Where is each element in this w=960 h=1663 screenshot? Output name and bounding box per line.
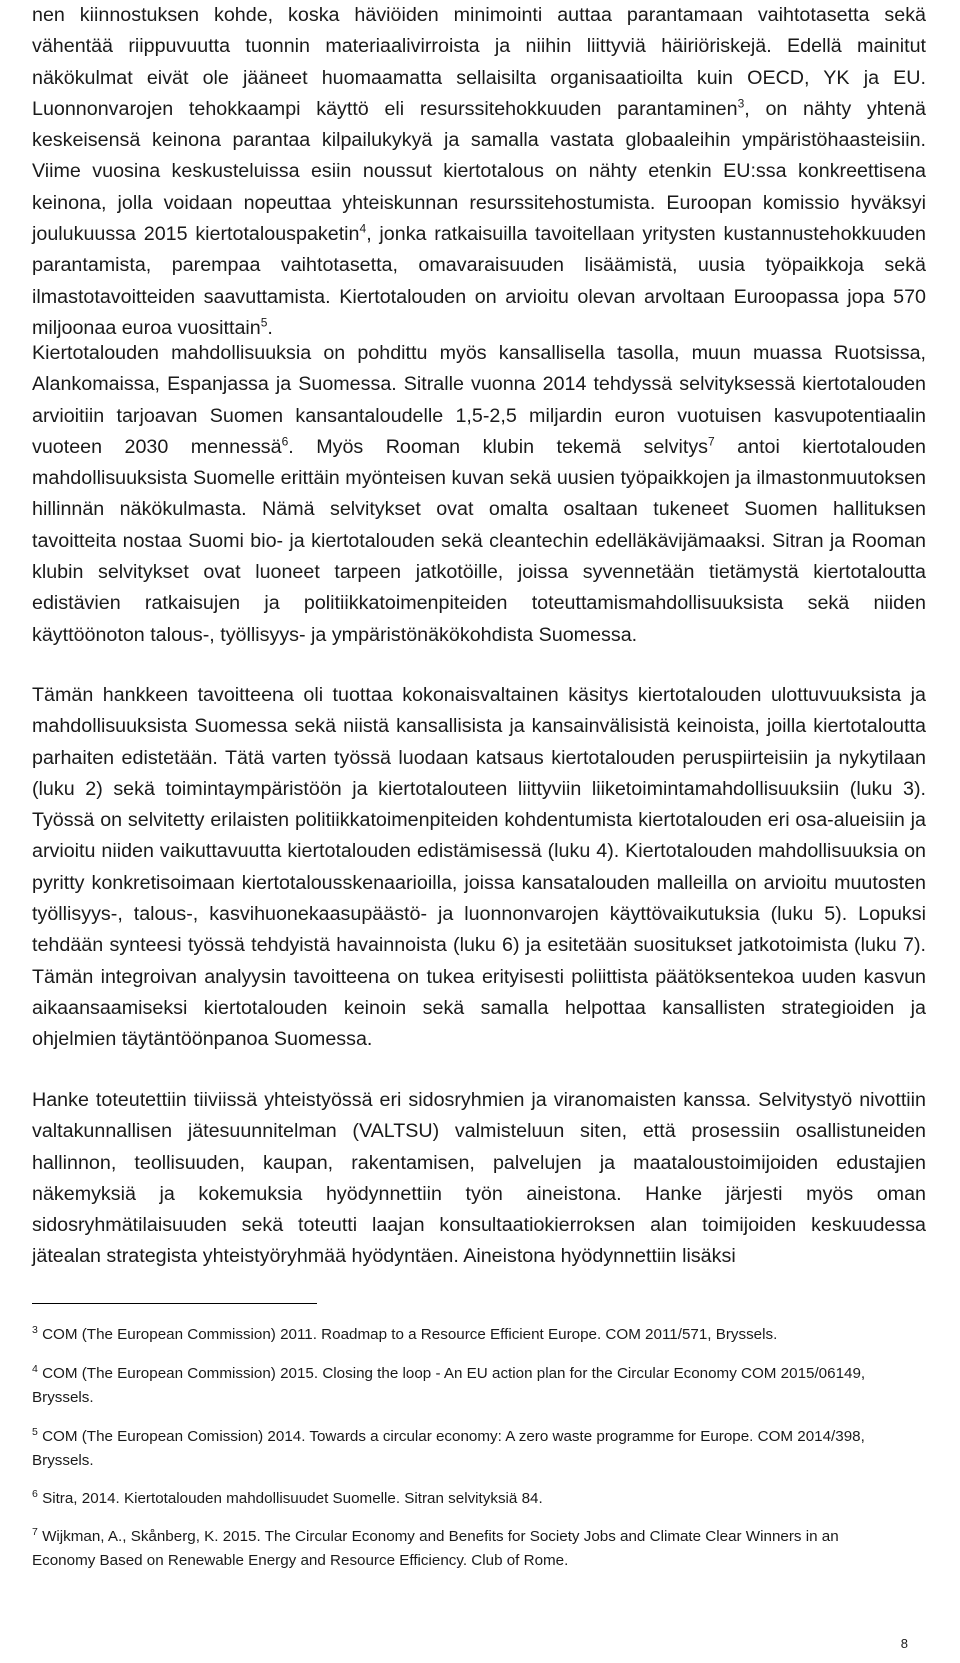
footnote-6 (32, 1487, 902, 1511)
paragraph-1 (32, 0, 926, 344)
paragraph-text: , jonka ratkaisuilla tavoitellaan yritysten kustannustehokkuuden parantamista, parempaa vaihtotasetta, omavaraisuuden lisäämistä, uusia työpaikkoja sekä ilmastotavoitteiden saavuttamista. Kiertotalouden on arvioitu olevan arvoltaan Euroopassa jopa 570 miljoonaa euroa vuosittain (32, 223, 927, 339)
page-number: 8 (900, 1636, 908, 1651)
footnote-number: 5 (32, 1425, 38, 1438)
footnote-text: Sitra, 2014. Kiertotalouden mahdollisuudet Suomelle. Sitran selvityksiä 84. (42, 1490, 543, 1507)
footnote-number: 7 (32, 1525, 38, 1538)
footnote-5 (32, 1425, 902, 1473)
footnote-3 (32, 1323, 902, 1347)
footnote-number: 6 (32, 1487, 38, 1500)
footnote-ref-5[interactable]: 5 (260, 315, 268, 330)
footnote-text: COM (The European Commission) 2011. Roadmap to a Resource Efficient Europe. COM 2011/571, Bryssels. (42, 1326, 778, 1343)
footnote-number: 3 (32, 1323, 38, 1336)
footnote-ref-4[interactable]: 4 (359, 221, 367, 236)
paragraph-text: Hanke toteutettiin tiiviissä yhteistyössä eri sidosryhmien ja viranomaisten kanssa. Selvitystyö nivottiin valtakunnallisen jätesuunnitelman (VALTSU) valmisteluun siten, että prosessiin osallistuneiden hallinnon, teollisuuden, kaupan, rakentamisen, palvelujen ja maataloustoimijoiden edustajien näkemyksiä ja kokemuksia hyödynnettiin työn aineistona. Hanke järjesti myös oman sidosryhmätilaisuuden sekä toteutti laajan konsultaatiokierroksen alan toimijoiden keskuudessa jätealan strategista yhteistyöryhmää hyödyntäen. Aineistona hyödynnettiin lisäksi (32, 1089, 926, 1268)
paragraph-4 (32, 1085, 926, 1273)
footnote-7 (32, 1525, 902, 1573)
paragraph-text: antoi kiertotalouden mahdollisuuksista Suomelle erittäin myönteisen kuvan sekä uusien työpaikkojen ja ilmastonmuutoksen hillinnän näkökulmasta. Nämä selvitykset ovat omalta osaltaan tukeneet Suomen hallituksen tavoitteita nostaa Suomi bio- ja kiertotalouden sekä cleantechin edelläkävijämaaksi. Sitran ja Rooman klubin selvitykset ovat luoneet tarpeen jatkotöille, joissa syvennetään tietämystä kiertotaloutta edistävien ratkaisujen ja politiikkatoimenpiteiden toteuttamismahdollisuuksista sekä niiden käyttöönoton talous-, työllisyys- ja ympäristönäkökohdista Suomessa. (32, 435, 926, 646)
footnote-ref-3[interactable]: 3 (737, 96, 745, 111)
paragraph-text: . Myös Rooman klubin tekemä selvitys (288, 435, 709, 458)
footnote-ref-7[interactable]: 7 (708, 434, 715, 449)
paragraph-text: Kiertotalouden mahdollisuuksia on pohdittu myös kansallisella tasolla, muun muassa Ruotsissa, Alankomaissa, Espanjassa ja Suomessa. Sitralle vuonna 2014 tehdyssä selvityksessä kiertotalouden arvioitiin tarjoavan Suomen kansantaloudelle 1,5-2,5 miljardin euron vuotuisen kasvupotentiaalin vuoteen 2030 mennessä (32, 342, 926, 458)
paragraph-2 (32, 338, 926, 651)
paragraph-text: Tämän hankkeen tavoitteena oli tuottaa kokonaisvaltainen käsitys kiertotalouden ulottuvuuksista ja mahdollisuuksista Suomessa sekä niistä kansallisista ja kansainvälisistä keinoista, joilla kiertotaloutta parhaiten edistetään. Tätä varten työssä luodaan katsaus kiertotalouden peruspiirteisiin ja nykytilaan (luku 2) sekä toimintaympäristöön ja kiertotalouteen liittyviin liiketoimintamahdollisuuksiin (luku 3). Työssä on selvitetty erilaisten politiikkatoimenpiteiden kohdentumista kiertotalouden eri osa-alueisiin ja arvioitu niiden vaikuttavuutta kiertotalouden edistämisessä (luku 4). Kiertotalouden mahdollisuuksia on pyritty konkretisoimaan kiertotalousskenaarioilla, joissa kansatalouden malleilla on arvioitu muutosten työllisyys-, talous-, kasvihuonekaasupäästö- ja luonnonvarojen käyttövaikutuksia (luku 5). Lopuksi tehdään synteesi työssä tehdyistä havainnoista (luku 6) ja esitetään suositukset jatkotoimista (luku 7). Tämän integroivan analyysin tavoitteena on tukea erityisesti poliittista päätöksentekoa uuden kasvun aikaansaamiseksi kiertotalouden keinoin sekä samalla helpottaa kansallisten strategioiden ja ohjelmien täytäntöönpanoa Suomessa. (32, 684, 926, 1051)
footnote-text: COM (The European Commission) 2015. Closing the loop - An EU action plan for the Circular Economy COM 2015/06149, Bryssels. (32, 1365, 866, 1406)
paragraph-text: nen kiinnostuksen kohde, koska häviöiden minimointi auttaa parantamaan vaihtotasetta sekä vähentää riippuvuutta tuonnin materiaalivirroista ja niihin liittyviä häiriöriskejä. Edellä mainitut näkökulmat eivät ole jääneet huomaamatta sellaisilta organisaatioilta kuin OECD, YK ja EU. Luonnonvarojen tehokkaampi käyttö eli resurssitehokkuuden parantaminen (32, 4, 926, 120)
paragraph-3 (32, 680, 926, 1056)
footnote-separator (32, 1303, 317, 1304)
footnote-text: COM (The European Comission) 2014. Towards a circular economy: A zero waste programme for Europe. COM 2014/398, Bryssels. (32, 1428, 865, 1469)
paragraph-text: , on nähty yhtenä keskeisensä keinona parantaa kilpailukykyä ja samalla vastata globaaleihin ympäristöhaasteisiin. Viime vuosina keskusteluissa esiin noussut kiertotalous on nähty etenkin EU:ssa konkreettisena keinona, jolla voidaan nopeuttaa yhteiskunnan resurssitehostumista. Euroopan komissio hyväksyi joulukuussa 2015 kiertotalouspaketin (32, 97, 926, 246)
footnote-ref-6[interactable]: 6 (281, 434, 289, 449)
paragraph-text: . (267, 316, 273, 339)
footnote-4 (32, 1362, 902, 1410)
footnote-number: 4 (32, 1362, 38, 1375)
footnote-text: Wijkman, A., Skånberg, K. 2015. The Circular Economy and Benefits for Society Jobs and Climate Clear Winners in an Economy Based on Renewable Energy and Resource Efficiency. Club of Rome. (32, 1528, 839, 1569)
